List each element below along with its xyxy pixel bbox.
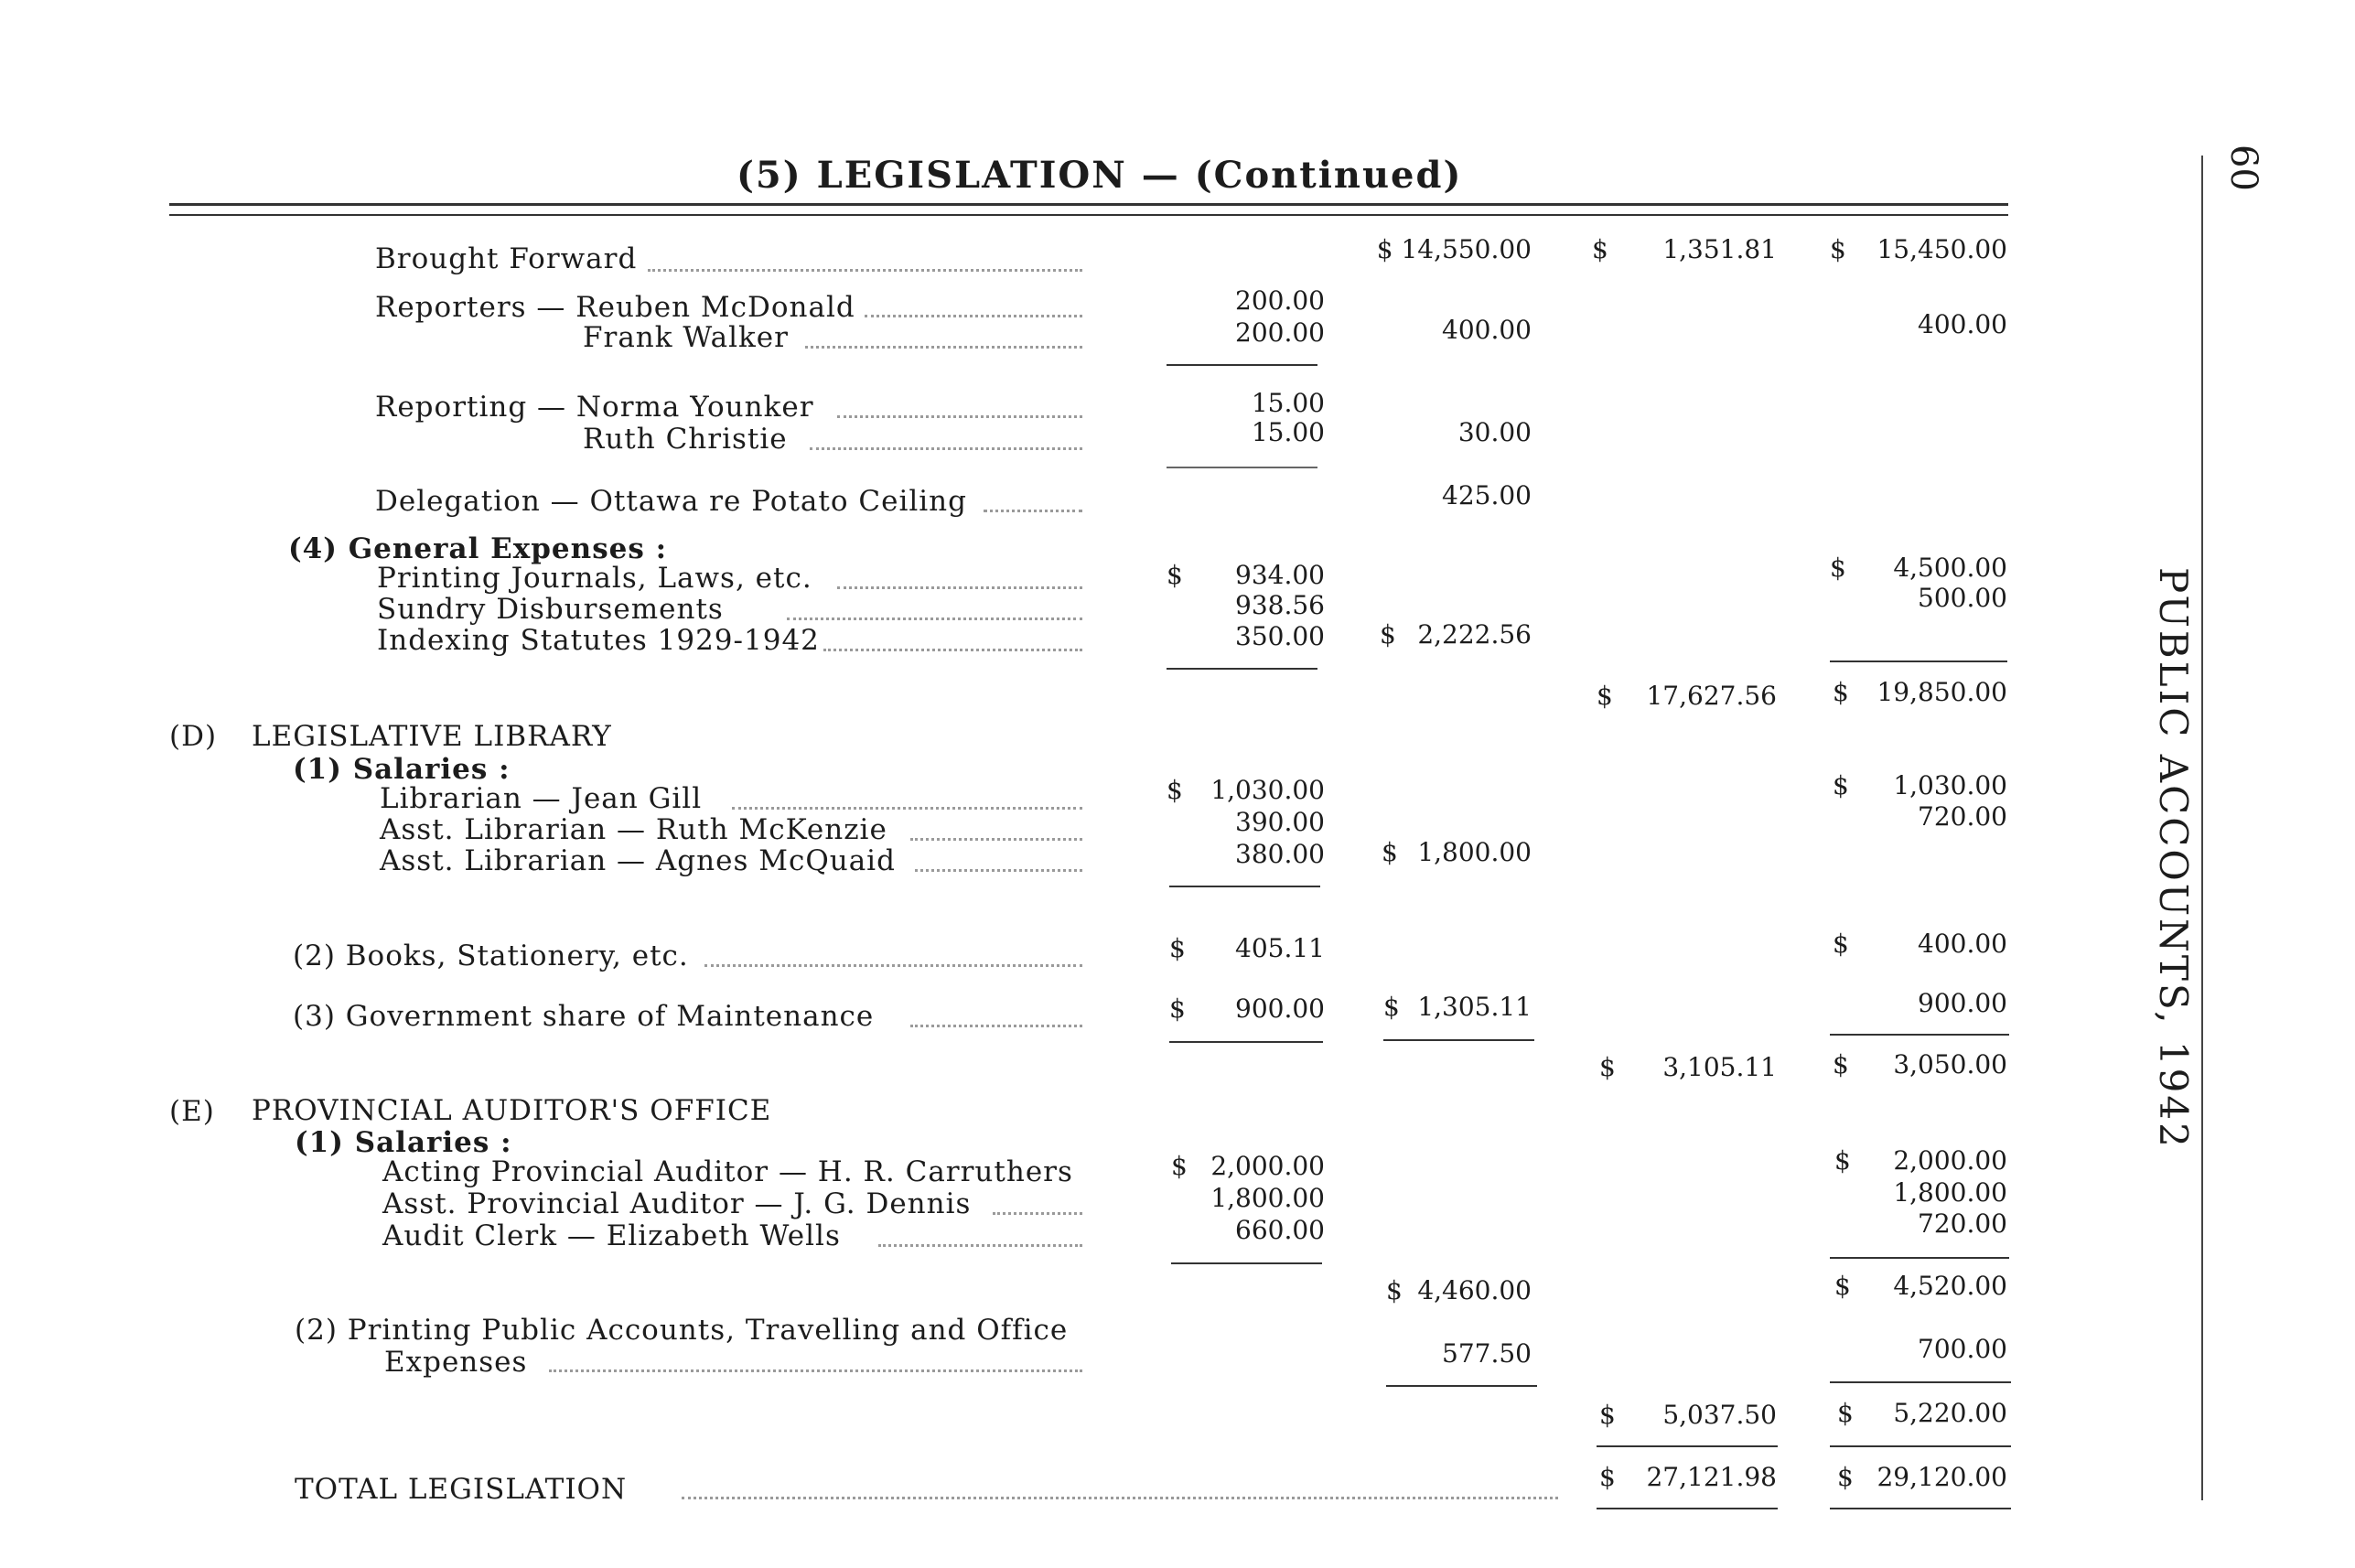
acting-auditor-c4: 2,000.00 (1893, 1145, 2007, 1176)
reporters-c2: 400.00 (1442, 315, 1532, 345)
audit-clerk-label: Audit Clerk — Elizabeth Wells (382, 1219, 841, 1252)
leader (910, 838, 1082, 841)
reporters-label: Reporters — Reuben McDonald (375, 291, 855, 324)
underline (1830, 1445, 2011, 1447)
dollar-sign: $ (1834, 1145, 1851, 1176)
underline (1169, 886, 1320, 887)
leader (865, 315, 1082, 317)
reporting-c1: 15.00 (1251, 388, 1325, 418)
e-salary-total-c4: 4,520.00 (1893, 1271, 2007, 1301)
underline (1830, 660, 2007, 662)
leader (805, 346, 1082, 349)
leader (732, 807, 1082, 810)
underline (1167, 668, 1317, 670)
leader (787, 618, 1082, 620)
audit-clerk-c1: 660.00 (1235, 1215, 1325, 1245)
dollar-sign: $ (1830, 234, 1846, 264)
brought-forward-c4: 15,450.00 (1876, 234, 2007, 264)
page-title: (5) LEGISLATION — (Continued) (737, 154, 1463, 197)
books-c4: 400.00 (1918, 929, 2007, 959)
underline (1830, 1257, 2009, 1259)
reporters-c4: 400.00 (1918, 309, 2007, 339)
section-e-heading: PROVINCIAL AUDITOR'S OFFICE (252, 1094, 772, 1127)
printing-journals-c1: 934.00 (1235, 560, 1325, 590)
dollar-sign: $ (1592, 234, 1608, 264)
asst-librarian-c4: 720.00 (1918, 801, 2007, 832)
dollar-sign: $ (1169, 993, 1186, 1024)
reporters-c1: 200.00 (1235, 285, 1325, 316)
page-number: 60 (2222, 145, 2264, 191)
dollar-sign: $ (1834, 1271, 1851, 1301)
dollar-sign: $ (1599, 1462, 1616, 1492)
underline (1597, 1445, 1778, 1447)
asst-librarian-c1: 390.00 (1235, 807, 1325, 837)
reporter-name-label: Frank Walker (583, 321, 789, 354)
leader (878, 1244, 1082, 1247)
brought-forward-label: Brought Forward (375, 242, 638, 275)
asst-librarian-c1: 380.00 (1235, 839, 1325, 869)
printing-journals-c4: 4,500.00 (1893, 553, 2007, 583)
header-rule-top (169, 203, 2008, 206)
underline (1167, 364, 1317, 366)
dollar-sign: $ (1833, 1049, 1849, 1079)
asst-auditor-c4: 1,800.00 (1893, 1177, 2007, 1208)
dollar-sign: $ (1599, 1400, 1616, 1430)
total-c3: 27,121.98 (1646, 1462, 1777, 1492)
dollar-sign: $ (1167, 775, 1183, 805)
dollar-sign: $ (1386, 1275, 1403, 1305)
section-e-letter: (E) (169, 1095, 215, 1128)
leader (993, 1212, 1082, 1215)
audit-clerk-c4: 720.00 (1918, 1208, 2007, 1239)
leader (810, 447, 1082, 450)
reporting-label: Reporting — Norma Younker (375, 391, 814, 424)
subtotal-c-c4: 19,850.00 (1876, 677, 2007, 707)
leader (915, 869, 1082, 872)
d-salaries-heading: (1) Salaries : (293, 753, 511, 786)
leader (837, 415, 1082, 418)
subtotal-d-c3: 3,105.11 (1662, 1052, 1777, 1082)
librarian-c1: 1,030.00 (1210, 775, 1325, 805)
asst-auditor-label: Asst. Provincial Auditor — J. G. Dennis (382, 1187, 972, 1220)
underline (1167, 467, 1317, 468)
leader (910, 1025, 1082, 1027)
underline (1597, 1508, 1778, 1509)
margin-rule (2201, 156, 2203, 1500)
printing-pa-c4: 700.00 (1918, 1334, 2007, 1364)
delegation-label: Delegation — Ottawa re Potato Ceiling (375, 485, 967, 518)
sundry-c1: 938.56 (1235, 590, 1325, 620)
printing-public-accounts-label: (2) Printing Public Accounts, Travelling and Office (295, 1314, 1069, 1347)
section-d-letter: (D) (169, 720, 218, 753)
underline (1830, 1508, 2011, 1509)
dollar-sign: $ (1169, 933, 1186, 963)
asst-auditor-c1: 1,800.00 (1210, 1183, 1325, 1213)
underline (1830, 1034, 2009, 1036)
underline (1171, 1262, 1322, 1264)
underline (1169, 1041, 1323, 1043)
acting-auditor-label: Acting Provincial Auditor — H. R. Carruthers (382, 1155, 1073, 1188)
reporting-c1: 15.00 (1251, 417, 1325, 447)
e-salaries-heading: (1) Salaries : (295, 1126, 512, 1159)
leader (704, 964, 1082, 967)
maintenance-c2: 1,305.11 (1417, 992, 1532, 1022)
leader (837, 586, 1082, 589)
librarian-label: Librarian — Jean Gill (380, 782, 703, 815)
expenses-label: Expenses (384, 1346, 528, 1379)
subtotal-d-c4: 3,050.00 (1893, 1049, 2007, 1079)
brought-forward-c3: 1,351.81 (1662, 234, 1777, 264)
leader (984, 510, 1082, 512)
underline (1830, 1381, 2011, 1383)
leader (549, 1369, 1082, 1372)
dollar-sign: $ (1167, 560, 1183, 590)
asst-librarian-label: Asst. Librarian — Ruth McKenzie (380, 813, 887, 846)
dollar-sign: $ (1837, 1462, 1854, 1492)
maintenance-c1: 900.00 (1235, 993, 1325, 1024)
reporting-name-label: Ruth Christie (583, 423, 788, 456)
side-title: PUBLIC ACCOUNTS, 1942 (2151, 567, 2196, 1150)
subtotal-c-c3: 17,627.56 (1646, 681, 1777, 711)
brought-forward-c2: $ 14,550.00 (1376, 234, 1532, 264)
delegation-c2: 425.00 (1442, 480, 1532, 510)
leader (682, 1497, 1558, 1499)
dollar-sign: $ (1382, 837, 1398, 867)
subtotal-e-c3: 5,037.50 (1662, 1400, 1777, 1430)
indexing-c1: 350.00 (1235, 621, 1325, 651)
underline (1383, 1039, 1534, 1041)
reporters-c1: 200.00 (1235, 317, 1325, 348)
leader (648, 269, 1082, 272)
acting-auditor-c1: 2,000.00 (1210, 1151, 1325, 1181)
dollar-sign: $ (1830, 553, 1846, 583)
dollar-sign: $ (1833, 770, 1849, 800)
dollar-sign: $ (1383, 992, 1400, 1022)
dollar-sign: $ (1833, 929, 1849, 959)
dollar-sign: $ (1380, 619, 1396, 650)
printing-pa-c2: 577.50 (1442, 1338, 1532, 1369)
indexing-c2: 2,222.56 (1417, 619, 1532, 650)
leader (823, 649, 1082, 651)
underline (1386, 1385, 1537, 1387)
dollar-sign: $ (1833, 677, 1849, 707)
books-c1: 405.11 (1235, 933, 1325, 963)
e-salary-total-c2: 4,460.00 (1417, 1275, 1532, 1305)
maintenance-label: (3) Government share of Maintenance (293, 1000, 875, 1033)
dollar-sign: $ (1599, 1052, 1616, 1082)
total-legislation-label: TOTAL LEGISLATION (295, 1473, 628, 1506)
total-c4: 29,120.00 (1876, 1462, 2007, 1492)
header-rule-bottom (169, 214, 2008, 216)
maintenance-c4: 900.00 (1918, 988, 2007, 1018)
reporting-c2: 30.00 (1457, 417, 1532, 447)
dollar-sign: $ (1837, 1398, 1854, 1428)
sundry-label: Sundry Disbursements (377, 593, 724, 626)
printing-journals-label: Printing Journals, Laws, etc. (377, 562, 812, 595)
sundry-c4: 500.00 (1918, 583, 2007, 613)
asst-librarian-label: Asst. Librarian — Agnes McQuaid (380, 844, 896, 877)
subtotal-e-c4: 5,220.00 (1893, 1398, 2007, 1428)
dollar-sign: $ (1597, 681, 1613, 711)
dollar-sign: $ (1171, 1151, 1188, 1181)
asst-librarian-c2: 1,800.00 (1417, 837, 1532, 867)
section-d-heading: LEGISLATIVE LIBRARY (252, 720, 612, 753)
books-label: (2) Books, Stationery, etc. (293, 940, 689, 972)
librarian-c4: 1,030.00 (1893, 770, 2007, 800)
indexing-label: Indexing Statutes 1929-1942 (377, 624, 820, 657)
general-expenses-heading: (4) General Expenses : (288, 532, 668, 565)
